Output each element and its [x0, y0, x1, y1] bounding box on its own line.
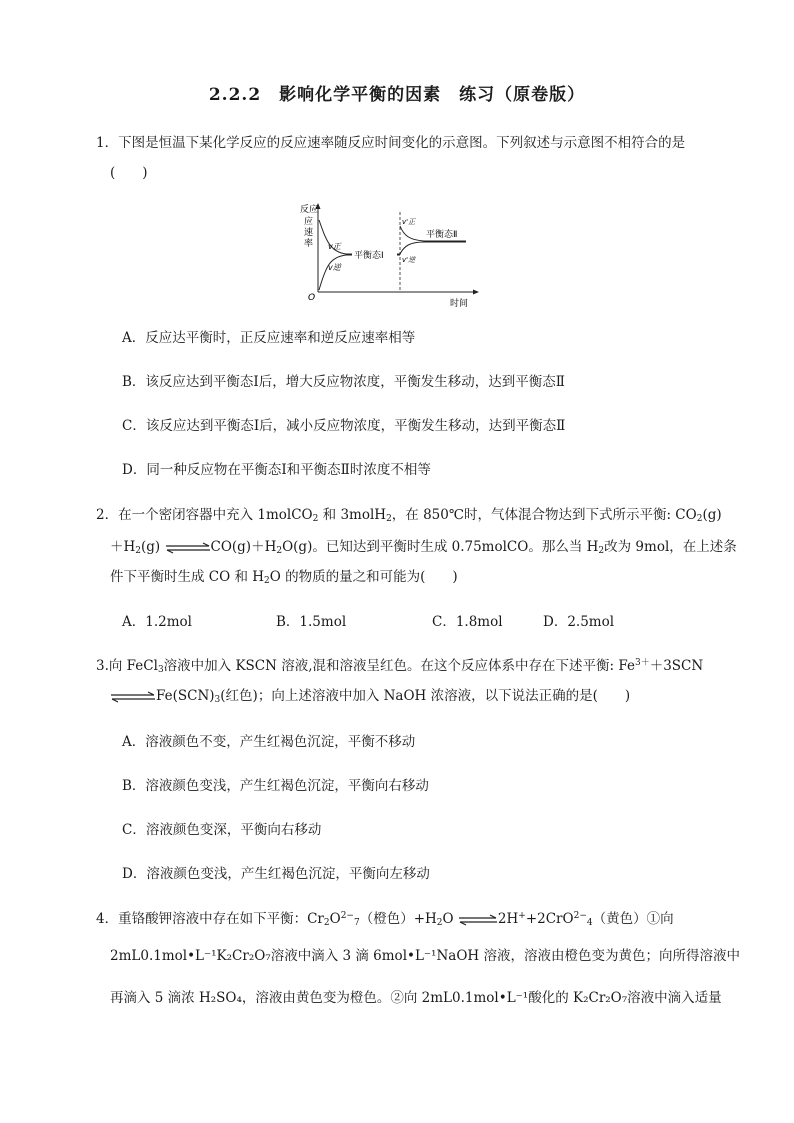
- q1-stem: 1．下图是恒温下某化学反应的反应速率随反应时间变化的示意图。下列叙述与示意图不相符合的是: [96, 135, 686, 151]
- q4-line-2: 2mL0.1mol•L⁻¹K₂Cr₂O₇溶液中滴入 3 滴 6mol•L⁻¹NaOH 溶液，溶液由橙色变为黄色；向所得溶液中: [110, 948, 740, 964]
- equilibrium-arrow-icon: [110, 691, 156, 703]
- y-label-3: 速: [304, 228, 314, 238]
- q3-option-b: B．溶液颜色变浅，产生红褐色沉淀，平衡向右移动: [122, 778, 429, 794]
- q1-option-c: C．该反应达到平衡态Ⅰ后，减小反应物浓度，平衡发生移动，达到平衡态Ⅱ: [122, 418, 566, 434]
- q3-option-d: D．溶液颜色变浅，产生红褐色沉淀，平衡向左移动: [122, 866, 430, 882]
- q1-option-a: A．反应达平衡时，正反应速率和逆反应速率相等: [122, 330, 416, 346]
- equilibrium-arrow-icon: [165, 542, 211, 554]
- q2-line-3: 件下平衡时生成 CO 和 $H_2O$ 的物质的量之和可能为( ): [110, 569, 458, 586]
- origin-label: O: [308, 293, 316, 303]
- v-reverse2-label: v'逆: [402, 256, 416, 264]
- q2-line-1: 2．在一个密闭容器中充入 1molCO$_2$ 和 3molH$_2$，在 850℃时，气体混合物达到下式所示平衡: $CO_2(g)$: [96, 507, 722, 524]
- v-reverse2-curve: [400, 242, 466, 254]
- v-forward2-label: v'正: [402, 218, 416, 226]
- q1-option-b: B．该反应达到平衡态Ⅰ后，增大反应物浓度，平衡发生移动，达到平衡态Ⅱ: [122, 374, 565, 390]
- q3-option-c: C．溶液颜色变深，平衡向右移动: [122, 822, 322, 838]
- q2-line-2: $+H_2(g)$ $CO(g)+H_2O(g)$。已知达到平衡时生成 0.75molCO。那么当 $H_2$改为 9mol，在上述条: [110, 539, 737, 556]
- state-1-label: 平衡态Ⅰ: [354, 251, 384, 261]
- q1-blank: ( ): [110, 165, 148, 181]
- v-reverse-label: v逆: [328, 263, 341, 272]
- q2-option-c: C．1.8mol: [432, 614, 503, 630]
- q4-line-1: 4．重铬酸钾溶液中存在如下平衡：$Cr_2O^{2-}_7$（橙色）$+H_2O$ 2H++2CrO$^{2-}_4$（黄色）①向: [96, 911, 674, 928]
- y-label-2: 应: [304, 217, 314, 227]
- state-2-label: 平衡态Ⅱ: [426, 230, 458, 240]
- x-label: 时间: [450, 299, 469, 309]
- y-label-1: 反应: [300, 205, 319, 215]
- q3-line-1: 3.向 FeCl$_3$溶液中加入 KSCN 溶液,混和溶液呈红色。在这个反应体系中存在下述平衡: $Fe^{3+}+3SCN$: [96, 658, 704, 675]
- q1-option-d: D．同一种反应物在平衡态Ⅰ和平衡态Ⅱ时浓度不相等: [122, 462, 431, 478]
- q4-line-3: 再滴入 5 滴浓 H₂SO₄，溶液由黄色变为橙色。②向 2mL0.1mol•L⁻¹酸化的 K₂Cr₂O₇溶液中滴入适量: [110, 990, 722, 1006]
- page-title: 2.2.2 影响化学平衡的因素 练习（原卷版）: [208, 85, 586, 105]
- q2-option-d: D．2.5mol: [543, 614, 615, 630]
- v-forward-label: v正: [328, 242, 341, 251]
- equilibrium-arrow-icon: [458, 914, 498, 926]
- y-label-4: 率: [304, 239, 314, 249]
- x-axis-arrow: [473, 290, 479, 295]
- rate-time-figure: [300, 200, 480, 310]
- q2-option-b: B．1.5mol: [276, 614, 347, 630]
- q3-line-2: $Fe(SCN)_3$(红色)；向上述溶液中加入 NaOH 浓溶液，以下说法正确的是( ): [110, 686, 630, 706]
- q3-option-a: A．溶液颜色不变，产生红褐色沉淀，平衡不移动: [122, 734, 416, 750]
- q2-option-a: A．1.2mol: [122, 614, 192, 630]
